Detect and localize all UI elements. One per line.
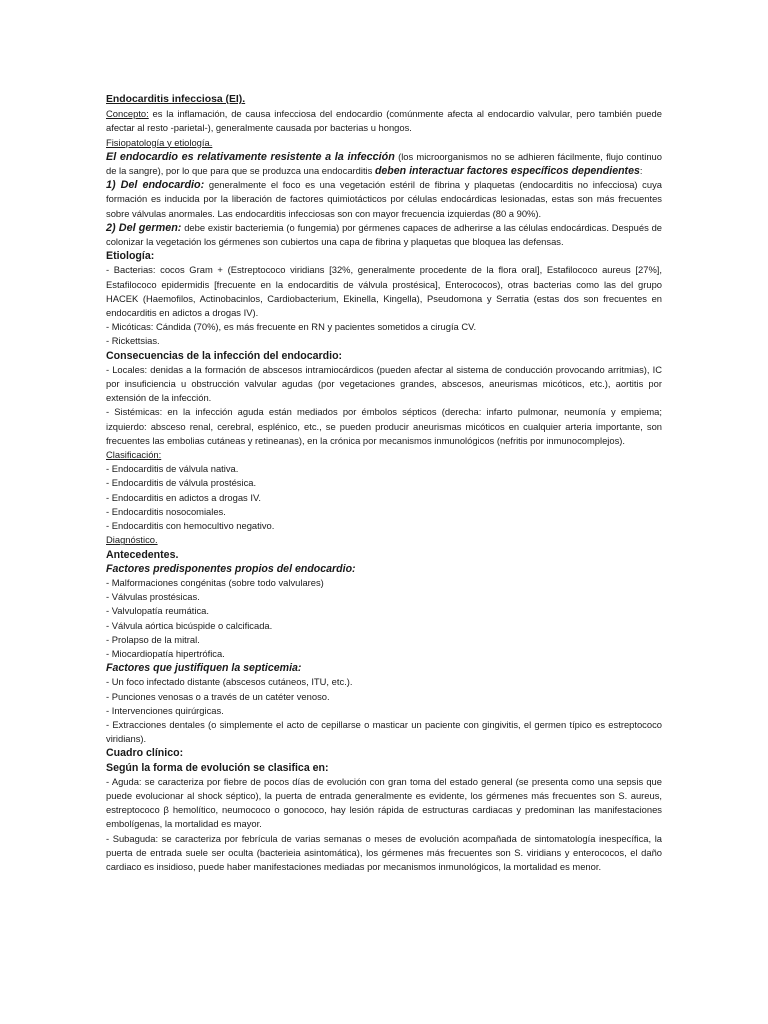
list-item: - Bacterias: cocos Gram + (Estreptococo viridians [32%, generalmente procedente de la flora oral], Estafilococo aureus [27%], Estafilococo epidermidis [frecuente en la endocarditis de válvula prostésica], Enterococos), otras bacterias como las del grupo HACEK (Haemofilos, Actinobacinlos, Cardiobacterium, Ekinella, Kingella), Pseudomona y Serratia (estas dos son frecuentes en endocarditis en adictos a drogas IV). — [106, 264, 662, 319]
physio-item-1: 1) Del endocardio: generalmente el foco es una vegetación estéril de fibrina y plaquetas (endocarditis no infecciosa) cuya formación es inducida por la liberación de factores quimiotácticos por células endocárdicas lesionadas, estas son más frecuentes sobre válvulas anormales. Las endocarditis infecciosas son con mayor frecuencia izquierdas (80 a 90%). — [106, 179, 662, 219]
classification-heading: Clasificación: — [106, 449, 162, 461]
factors-heading: Factores predisponentes propios del endocardio: — [106, 562, 356, 575]
document-title: Endocarditis infecciosa (EI). — [106, 94, 246, 105]
antecedents-heading: Antecedentes. — [106, 548, 179, 561]
physio-lead-bold2: deben interactuar factores específicos dependientes — [374, 165, 640, 178]
list-item: - Micóticas: Cándida (70%), es más frecuente en RN y pacientes sometidos a cirugía CV. — [106, 321, 477, 333]
document-page — [106, 92, 662, 874]
list-item: - Válvulas prostésicas. — [106, 591, 200, 603]
list-item: - Extracciones dentales (o simplemente el acto de cepillarse o masticar un paciente con gingivitis, el germen típico es estreptococo viridians). — [106, 718, 662, 745]
physio-lead-bold: El endocardio es relativamente resistente a la infección — [106, 150, 395, 163]
list-item: - Miocardiopatía hipertrófica. — [106, 647, 225, 659]
septic-heading: Factores que justifiquen la septicemia: — [106, 662, 302, 675]
list-item: - Malformaciones congénitas (sobre todo valvulares) — [106, 576, 324, 588]
clinical-heading: Cuadro clínico: — [106, 747, 184, 760]
list-item: - Locales: denidas a la formación de abscesos intramiocárdicos (pueden afectar al sistema de conducción provocando arritmias), IC por insuficiencia u obstrucción valvular agudas (por vegetaciones grandes, abscesos, aneurismas micóticos, etc.), aortitis por extensión de la infección. — [106, 363, 662, 404]
consequences-heading: Consecuencias de la infección del endocardio: — [106, 349, 343, 362]
concept-paragraph — [106, 107, 662, 135]
list-item: - Sistémicas: en la infección aguda están mediados por émbolos sépticos (derecha: infarto pulmonar, neumonía y empiema; izquierdo: absceso renal, cerebral, esplénico, etc., se pueden producir aneurismas micóticos en cualquier arteria importante, son frecuentes las embolias cutáneas y retineanas), en la crónica por mecanismos inmunológicos (nefritis por inmunocomplejos). — [106, 406, 662, 446]
list-item: - Rickettsias. — [106, 335, 160, 347]
list-item: - Prolapso de la mitral. — [106, 633, 200, 645]
physio-lead-text: (los microorganismos no se adhieren fácilmente, flujo continuo de la sangre), por lo que para que se produzca una endocarditis — [106, 150, 662, 177]
diagnosis-heading: Diagnóstico. — [106, 534, 158, 546]
physio-item-1-label: 1) Del endocardio: — [106, 179, 205, 192]
list-item: - Un foco infectado distante (abscesos cutáneos, ITU, etc.). — [106, 676, 353, 688]
list-item: - Subaguda: se caracteriza por febrícula de varias semanas o meses de evolución acompañada de sintomatología inespecífica, la puerta de entrada suele ser oculta (bacterieia asintomática), los gérmenes más frecuentes son S. viridians y enterococos, el daño cardiaco es insidioso, puede haber manifestaciones mediadas por mecanismos inmunológicos, la mortalidad es menor. — [106, 832, 662, 872]
list-item: - Endocarditis en adictos a drogas IV. — [106, 491, 261, 503]
list-item: - Endocarditis nosocomiales. — [106, 505, 226, 517]
list-item: - Intervenciones quirúrgicas. — [106, 704, 224, 716]
clinical-subheading: Según la forma de evolución se clasifica en: — [106, 761, 329, 774]
list-item: - Endocarditis de válvula nativa. — [106, 463, 239, 475]
physio-heading: Fisiopatología y etiología. — [106, 136, 213, 148]
list-item: - Valvulopatía reumática. — [106, 605, 210, 617]
list-item: - Aguda: se caracteriza por fiebre de pocos días de evolución con gran toma del estado general (se presenta como una sepsis que puede evolucionar al shock séptico), la puerta de entrada generalmente es evidente, los gérmenes más frecuentes son S. aureus, estreptococo β hemolítico, neumococo o gonococo, hay lesión rápida de estructuras cardiacas y predominan las manifestaciones embolígenas, la mortalidad es mayor. — [106, 775, 662, 830]
list-item: - Endocarditis de válvula prostésica. — [106, 477, 257, 489]
list-item: - Válvula aórtica bicúspide o calcificada. — [106, 619, 273, 631]
etiology-heading: Etiología: — [106, 250, 155, 263]
physio-item-2: 2) Del germen: debe existir bacteriemia (o fungemia) por gérmenes capaces de adherirse a las células endocárdicas. Después de colonizar la vegetación los gérmenes son cubiertos una capa de fibrina y plaquetas que bloquea las defensas. — [106, 221, 662, 248]
concept-label: Concepto: — [106, 108, 149, 120]
list-item: - Endocarditis con hemocultivo negativo. — [106, 520, 275, 532]
physio-lead-paragraph: El endocardio es relativamente resistente a la infección (los microorganismos no se adhieren fácilmente, flujo continuo de la sangre), por lo que para que se produzca una endocarditis deben interactuar factores específicos dependientes: — [106, 150, 662, 178]
physio-item-2-label: 2) Del germen: — [106, 221, 182, 234]
concept-text: es la inflamación, de causa infecciosa del endocardio (comúnmente afecta al endocardio valvular, pero también puede afectar al resto -parietal-), generalmente causada por bacterias u hongos. — [106, 108, 662, 134]
list-item: - Punciones venosas o a través de un catéter venoso. — [106, 690, 330, 702]
